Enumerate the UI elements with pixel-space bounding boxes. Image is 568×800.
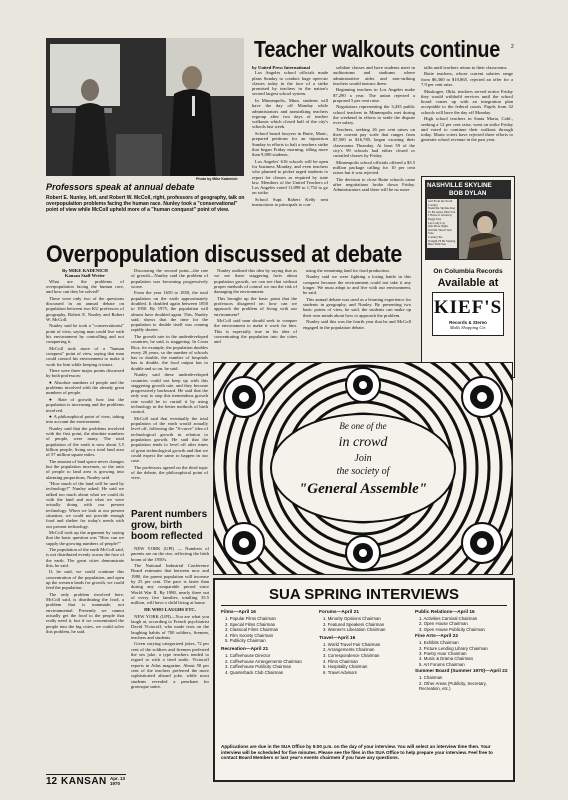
debate-col-1: By MIKE KADENICH Kansan Staff Writer What are the problems of overpopulation facing the human race, and how can they be solved? These were only two of the questions discussed in an annual debate on population between two KU professors of geography, Robert E. Nunley and Robert W. McColl. Nunley said he took a "conservationist" point of view, saying man could live with his environment by controlling and not conquering it. McColl took more of a "human conquest" point of view, saying that man could control his environment to make it work for him while keeping it intact. There were three major points discussed by both professors: ● Absolute numbers of people and the problems involved with the already great numbers of people. ● Rate of growth; how fast the population is increasing and the problems involved. ● A philosophical point of view, taking into account the environment. Nunley said that the problems involved with the first point, the absolute numbers of people, were many. The total population of the earth is now about 3.5 billion people, living on a total land area of 57 million square miles. The amount of land space never changes but the population increases, so the ratio of people to land area is growing into alarming proportions, Nunley said. "How much of the land will be used by technology?" Nunley asked. He said we talked too much about what we could do with the land and not what we were actually doing with our present technology. When we look at our present situation, we could not provide enough food and shelter for today's needs with our present technology. McColl took up the argument by saying that the basic question was "How can we supply the growing numbers of people?" The population of the earth McColl said, is not distributed evenly across the face of the earth. The great cities demonstrate this, he said. If, he said, we could continue this concentration of the population, and open up the western lands for growth, we could feed the population. The only problem involved here, McColl said, is distributing the food, a problem that is manmade, not environmental. Presently we cannot actually get the food to the people that really need it, but if we concentrated the people into the big cities, we could solve this problem, he said.	[46, 268, 124, 634]
store-subtitle: Records & Stereo	[449, 320, 487, 325]
footer-rule	[46, 774, 126, 775]
teacher-col-3: talks until teachers return to their classrooms. Butte teachers, whose current salaries range from $6,360 to $10,865, rejected an offer for a 7.9 per cent raise. Muskogee, Okla. teachers served notice Friday they would withhold services until the school board comes up with an integration plan acceptable to the federal courts. Pupils from 32 schools will have the day off Monday. High school teachers in Santa Maria, Calif., seeking a 12 per cent raise, went on strike Friday and voted to continue their walkout through today. Maria voters have rejected three efforts to generate school revenue in the past year.	[421, 65, 513, 143]
birth-headline: Parent numbers grow, birth boom reflected	[131, 509, 208, 542]
sua-group-heading: Public Relations—April 16	[415, 610, 475, 615]
society-ad	[213, 362, 513, 575]
store-logo-frame	[432, 292, 504, 336]
record-on-label: On Columbia Records	[433, 268, 503, 275]
sua-group-heading: Films—April 16	[221, 610, 256, 615]
sua-footer-note: Applications are due in the SUA Office by 5:00 p.m. on the day of your interview. You will select an interview time then. Your interview will be scheduled for five minutes. Please see the files in the SUA Office to help prepare your interview. Feel free to contact Board Members or last year's events chairmen if you have any questions.	[221, 744, 493, 761]
record-album-art	[425, 180, 511, 260]
sua-group-heading: Summer Board (Summer 1970)—April 22	[415, 669, 508, 675]
sua-column-pr-arts-summer: Public Relations—April 16 1. Activities Carnival Chairman 2. Open House Chairman 3. Open House Publicity Chairman Fine Arts—April 22 1. Exhibits Chairman 2. Picture Lending Library Chairman 3. Poetry Hour Chairman 4. Music & Drama Chairman 5. Art Forums Chairman Summer Board (Summer 1970)—April 22 1. Chairman 2. Other Areas (Publicity, Secretary, Recreation, etc.)	[415, 610, 508, 692]
record-available: Available at	[437, 277, 499, 289]
footer-paper-name: KANSAN	[61, 776, 107, 787]
sua-title-rule	[221, 605, 507, 606]
sua-group-heading: Travel—April 16	[319, 635, 356, 641]
bob-dylan-portrait	[459, 199, 511, 259]
record-ad	[421, 176, 515, 378]
teacher-col-1: by United Press International Los Angeles school officials made plans Sunday to conduct huge open-air classes today in the face of a strike promised by teachers in the nation's second largest school system. In Minneapolis, Minn. students will have the day off Monday while administrators and nonstriking teachers regroup after two days of teacher walkouts which closed half of the city's schools last week. School board lawyers in Butte, Mont., prepared petitions for an injunction Sunday in efforts to halt a teachers strike that began Friday morning, idling more than 9,000 students. Los Angeles' 616 schools will be open for business Monday, and even teachers who planned to picket urged students to report for classes as required by state law. Members of the United Teachers of Los Angeles voted 11,899 to 1,752 to go on strike. School Supt. Robert Kelly sent instructions to principals to con-	[252, 65, 328, 208]
store-location: Malls Shopping Ctr.	[449, 325, 487, 330]
photo-caption-title: Professors speak at annual debate	[46, 182, 195, 192]
birth-col: NEW YORK (UPI) — Numbers of parents are on the rise, reflecting the birth boom of the 1950's. The National Industrial Conference Board estimates that between now and 1980, the parent population will increase by 25 per cent. The pace is faster than during any comparable period since World War II. By 1980, nearly three out of every five families, totalling 35.5 million, will have a child living at home. HE WHO LAUGHS ETC. NEW YORK (UPI)—You are what you laugh at, according to French psychiatrist David Victoroff, who made tests on the laughing habits of 700 soldiers, firemen, teachers and students. Given varying categorized jokes, 72 per cent of the soldiers and firemen preferred the sex joke, a type teachers tended to regard to with a tired smile. Victoroff reports in Atlas magazine. About 58 per cent of the teachers preferred the more sophisticated absurd joke, while most students revealed a penchant for grotesque satire.	[131, 546, 209, 689]
sua-group-heading: Fine Arts—April 22	[415, 634, 459, 640]
debate-headline: Overpopulation discussed at debate	[46, 241, 402, 268]
debate-byline-role: Kansan Staff Writer	[64, 273, 106, 279]
sua-group-heading: Forums—April 21	[319, 610, 359, 615]
society-line5: "General Assemble"	[298, 481, 428, 497]
teacher-col-2: solidate classes and have students meet in auditoriums and stadiums where administrative aides and non-striking teachers would instruct them. Beginning teachers in Los Angeles make $7,290 a year. The union rejected a proposed 5 per cent raise. Negotiators representing the 3,435 public school teachers in Minneapolis met during the weekend in efforts to settle the dispute over salary. Teachers, seeking 26 per cent raises on their current pay scale that ranges from $7,500 to $16,785, began vacating their classrooms Thursday. At least 59 of the city's 99 schools had either closed or curtailed classes by Friday. Minneapolis school officials offered a $3.5 million package calling for 10 per cent raises but it was rejected. The decision to close Butte schools came after negotiations broke down Friday. Administrators said there will be no more	[333, 65, 415, 193]
record-title-line1: NASHVILLE SKYLINE	[427, 182, 492, 189]
teacher-byline: by United Press International	[252, 65, 310, 70]
debate-byline: By MIKE KADENICH	[62, 268, 108, 273]
sua-title: SUA SPRING INTERVIEWS	[268, 586, 460, 603]
footer-date-line2: 1970	[110, 781, 121, 786]
footer-date-line1: Apr. 13	[110, 776, 126, 781]
society-line2: in crowd	[338, 435, 388, 450]
teacher-headline: Teacher walkouts continue	[254, 36, 500, 62]
society-line4: the society of	[336, 466, 390, 477]
sua-group-heading: Recreation—April 21	[221, 646, 269, 652]
record-title-line2: BOB DYLAN	[449, 190, 487, 197]
photo-credit: Photo by Mike Kadenich	[196, 177, 238, 181]
sua-interviews-ad	[213, 578, 515, 782]
sua-column-films-recreation: Films—April 16 1. Popular Films Chairman 2. Special Films Chairman 3. Classical Films Chairman 4. Film Society Chairman 5. Publicity Chairman Recreation—April 21 1. Coffeehouse Director 2. Coffeehouse Arrangements Chairman 3. Coffeehouse Publicity Chairman 4. Quarterback Club Chairman	[221, 610, 313, 675]
society-line3: Join	[354, 453, 372, 464]
debate-col-2: Discussing the second point—the rate of growth—Nunley said the problem of population was becoming progressively worse. From the year 1650 to 1850, the total population on the earth approximately doubled. It doubled again between 1850 to 1950. By 1975, the population will almost have doubled again. This, Nunley said, shows that the time for the population to double itself was coming rapidly shorter. The growth rate in the underdeveloped countries, he said, is staggering. In Costa Rica, for example, the population doubles every 20 years, so the number of schools has to double, the number of hospitals has to double, the food output has to double and so on, he said. Nunley said these underdeveloped countries could not keep up with this staggering growth rate, and they become progressively backward. He said that the only way to stop this tremendous growth rate would be to curtail it by using technology in the better methods of birth control. McColl said that eventually the total population of the earth would actually level off, following the "S-curve" idea of technological growth in relation to population growth. He said that the population tends to level off after times of great technological growth and that we could expect the same to happen in our case. The professors agreed on the third topic of the debate, the philosophical point of view.	[131, 268, 208, 481]
debate-col-3: Nunley outlined this idea by saying that as we see these staggering facts about population growth, we can see that without proper methods of control we run the risk of damaging the environment. This brought up the basic point that the professors disagreed on: how can we approach the problem of living with our environment? McColl said man should seek to conquer the environment to make it work for him. This is especially true in his idea of concentrating the population into the cities and	[214, 268, 297, 345]
society-line1: Be one of the	[339, 421, 387, 431]
record-track-list: Girl From the North Country Nashville Skyline Rag To Be Alone With You I Threw It All Away Peggy Day Lay Lady Lay One More Night Tell Me That It Isn't True Country Pie Tonight I'll Be Staying Here With You	[428, 199, 456, 247]
professors-photo-illustration	[46, 38, 244, 176]
top-page-number: 2	[511, 44, 514, 50]
photo-caption-body: Robert E. Nunley, left, and Robert W. McColl, right, professors of geography, talk on overpopulation problems facing the human race. Nunley took a "conservational" point of view while McColl upheld more of a "human conquest" point of view.	[46, 195, 245, 213]
debate-photo	[46, 38, 244, 176]
store-name: KIEF'S	[433, 297, 503, 318]
footer-page-number: 12	[46, 776, 58, 787]
debate-col-4: using the remaining land for food production. Nunley said we were fighting a losing battle in this conquest because the environment could not take it any longer. We must adapt to and live with our environment, he said. This annual debate was used as a learning experience for students in geography, and Nunley. By presenting two basic points of view, he said, the students can make up their own minds about how to approach the problem. Nunley said this was the fourth year that he and McColl engaged in the population debate.	[303, 268, 411, 330]
sua-column-forums-travel: Forums—April 21 1. Minority Opinions Chairman 2. Featured Speakers Chairman 3. Women's Liberation Chairman Travel—April 16 1. World Travel Fair Chairman 2. Arrangements Chairman 3. Correspondence Chairman 4. Films Chairman 5. Hospitality Chairman 6. Travel Advisors	[319, 610, 411, 675]
